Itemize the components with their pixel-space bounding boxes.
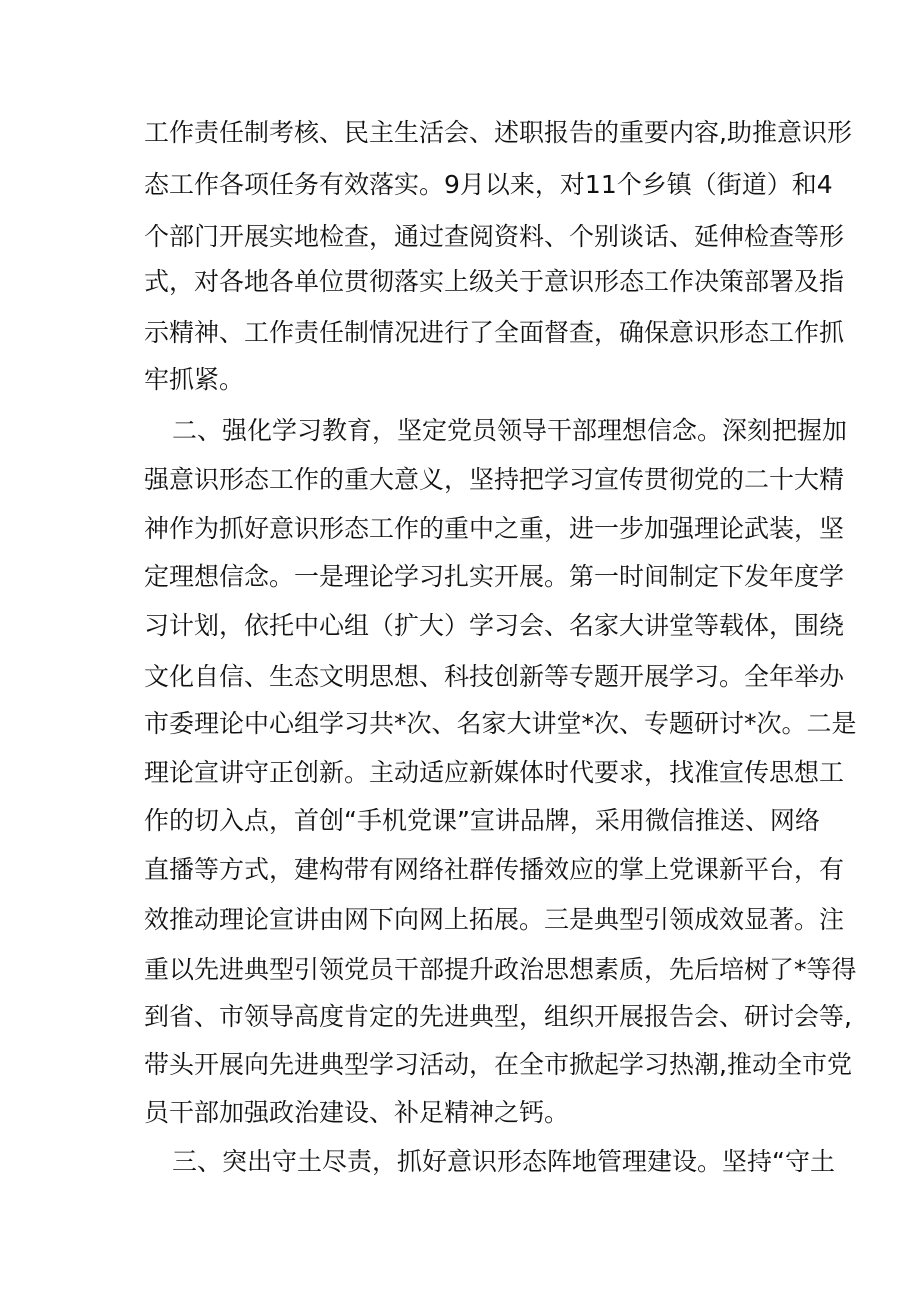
- paragraph-2-line-12: 重以先进典型引领党员干部提升政治思想素质，先后培树了*等得: [144, 955, 857, 984]
- paragraph-2-line-1: 二、强化学习教育，坚定党员领导干部理想信念。深刻把握加: [172, 416, 848, 445]
- paragraph-1-line-5: 示精神、工作责任制情况进行了全面督查，确保意识形态工作抓: [144, 318, 845, 347]
- paragraph-2-line-13: 到省、市领导高度肯定的先进典型，组织开展报告会、研讨会等,: [144, 1002, 852, 1031]
- paragraph-1-line-6: 牢抓紧。: [144, 365, 245, 394]
- paragraph-2-line-6: 文化自信、生态文明思想、科技创新等专题开展学习。全年举办: [144, 662, 845, 691]
- paragraph-2-line-4: 定理想信念。一是理论学习扎实开展。第一时间制定下发年度学: [144, 562, 845, 591]
- paragraph-2-line-14: 带头开展向先进典型学习活动，在全市掀起学习热潮,推动全市党: [144, 1050, 852, 1079]
- paragraph-1-line-1: 工作责任制考核、民主生活会、述职报告的重要内容,助推意识形: [144, 118, 852, 147]
- paragraph-2-line-10: 直播等方式，建构带有网络社群传播效应的掌上党课新平台，有: [144, 855, 845, 884]
- paragraph-2-line-3: 神作为抓好意识形态工作的重中之重，进一步加强理论武装，坚: [144, 514, 845, 543]
- paragraph-1-line-3: 个部门开展实地检查，通过查阅资料、个别谈话、延伸检查等形: [144, 222, 845, 251]
- paragraph-2-line-11: 效推动理论宣讲由网下向网上拓展。三是典型引领成效显著。注: [144, 905, 845, 934]
- paragraph-2-line-9: 作的切入点，首创“手机党课”宣讲品牌，采用微信推送、网络: [144, 806, 820, 835]
- paragraph-2-line-5: 习计划，依托中心组（扩大）学习会、名家大讲堂等载体，围绕: [144, 611, 845, 640]
- paragraph-2-line-8: 理论宣讲守正创新。主动适应新媒体时代要求，找准宣传思想工: [144, 758, 845, 787]
- paragraph-2-line-15: 员干部加强政治建设、补足精神之钙。: [144, 1098, 570, 1127]
- paragraph-2-line-2: 强意识形态工作的重大意义，坚持把学习宣传贯彻党的二十大精: [144, 465, 845, 494]
- paragraph-2-line-7: 市委理论中心组学习共*次、名家大讲堂*次、专题研讨*次。二是: [144, 709, 857, 738]
- paragraph-3-line-1: 三、突出守土尽责，抓好意识形态阵地管理建设。坚持“守土: [172, 1147, 835, 1176]
- paragraph-1-line-4: 式，对各地各单位贯彻落实上级关于意识形态工作决策部署及指: [144, 267, 845, 296]
- paragraph-1-line-2: 态工作各项任务有效落实。9月以来，对11个乡镇（街道）和4: [144, 170, 833, 199]
